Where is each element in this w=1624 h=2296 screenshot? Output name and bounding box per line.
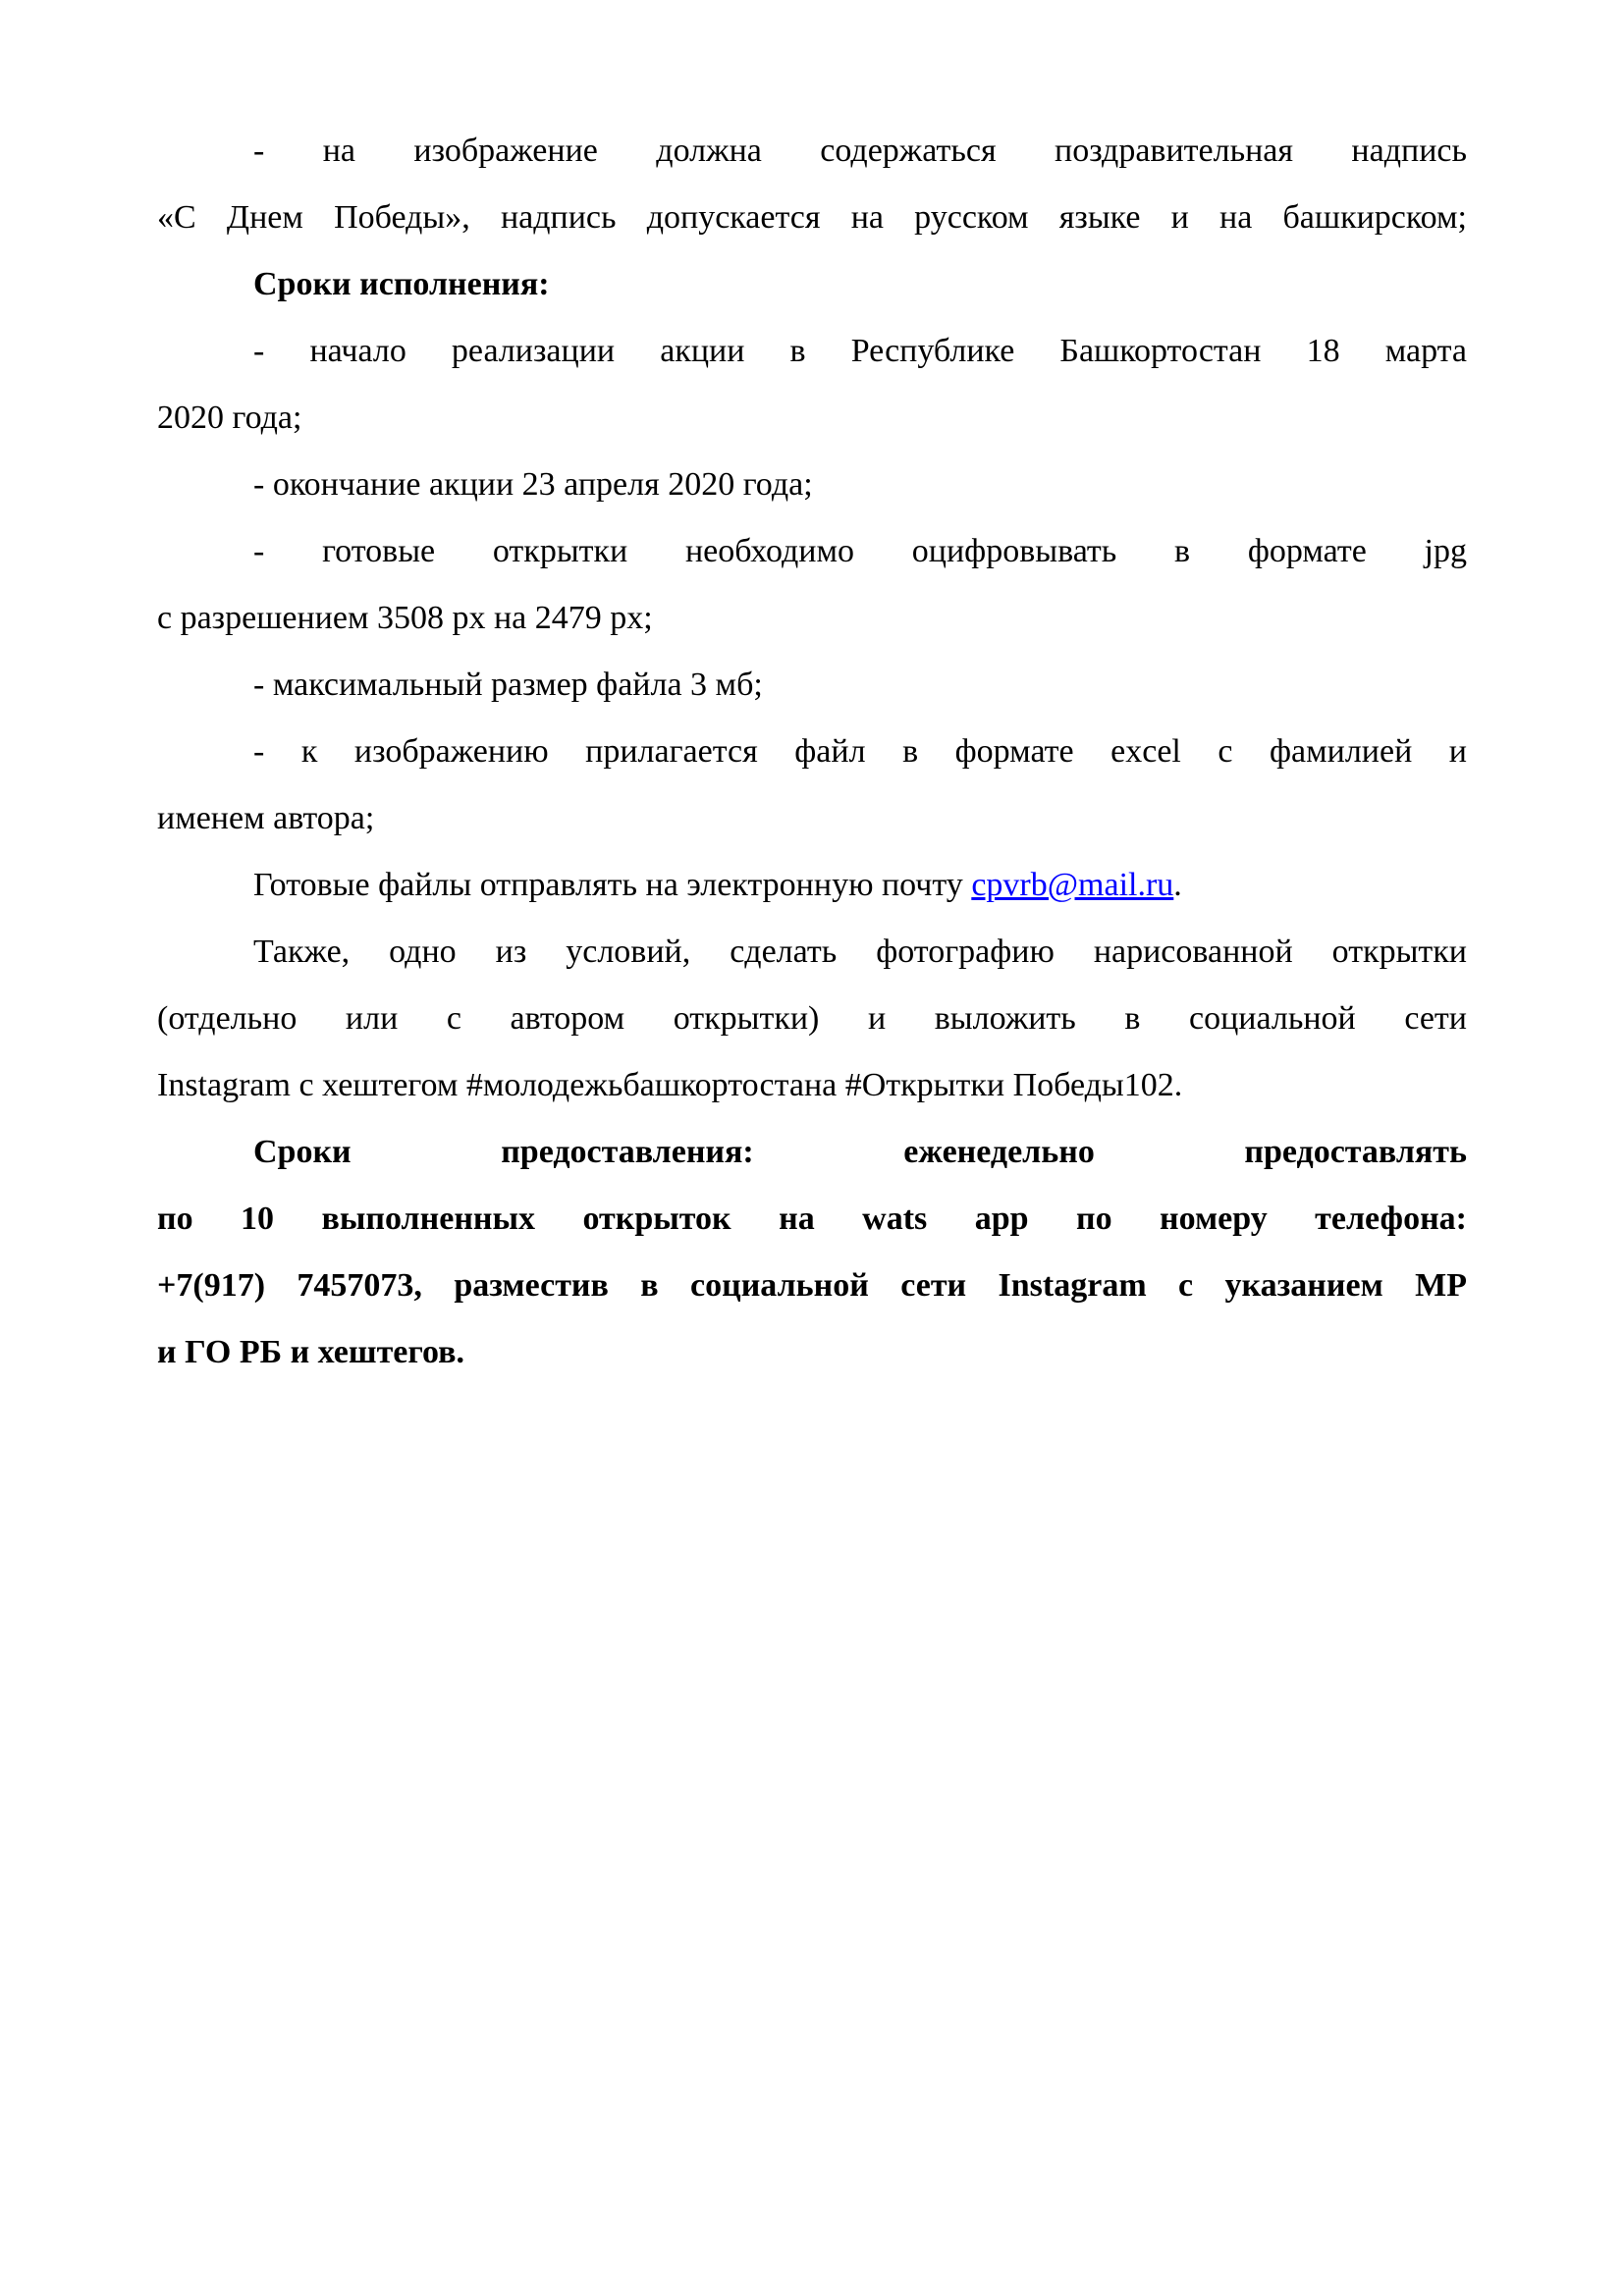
- doc-line-start-1: - начало реализации акции в Республике Башкортостан 18 марта: [253, 333, 1467, 369]
- paragraph-submission-deadlines: [157, 1119, 1467, 1386]
- heading-execution-deadlines: Сроки исполнения:: [253, 266, 550, 302]
- doc-line-instagram-1: Также, одно из условий, сделать фотографию нарисованной открытки: [253, 934, 1467, 970]
- doc-line-excel-1: - к изображению прилагается файл в формате excel с фамилией и: [253, 733, 1467, 770]
- doc-line-instagram-2: (отдельно или с автором открытки) и выложить в социальной сети: [157, 1000, 1467, 1037]
- paragraph-file-format: [157, 518, 1467, 652]
- doc-line-format-1: - готовые открытки необходимо оцифровывать в формате jpg: [253, 533, 1467, 569]
- doc-line-deadline-3: +7(917) 7457073, разместив в социальной сети Instagram с указанием МР: [157, 1267, 1467, 1304]
- paragraph-email-submission: [157, 852, 1467, 919]
- doc-line-deadline-4: и ГО РБ и хештегов.: [157, 1334, 465, 1370]
- paragraph-file-size: - максимальный размер файла 3 мб;: [253, 667, 763, 703]
- doc-line-deadline-1: Сроки предоставления: еженедельно предоставлять: [253, 1134, 1467, 1170]
- paragraph-inscription-requirement: [157, 118, 1467, 251]
- paragraph-excel-attachment: [157, 719, 1467, 852]
- email-line-prefix: Готовые файлы отправлять на электронную почту: [253, 867, 972, 903]
- doc-line-format-2: с разрешением 3508 px на 2479 px;: [157, 600, 653, 636]
- paragraph-action-end: - окончание акции 23 апреля 2020 года;: [253, 466, 813, 503]
- doc-line-instagram-3: Instagram с хештегом #молодежьбашкортостана #Открытки Победы102.: [157, 1067, 1183, 1103]
- email-link[interactable]: cpvrb@mail.ru: [971, 867, 1174, 903]
- email-line-suffix: .: [1173, 867, 1182, 903]
- doc-line-inscription-1: - на изображение должна содержаться поздравительная надпись: [253, 133, 1467, 169]
- doc-line-start-2: 2020 года;: [157, 400, 302, 436]
- paragraph-instagram-condition: [157, 919, 1467, 1119]
- document-body: [157, 118, 1467, 1386]
- paragraph-action-start: [157, 318, 1467, 452]
- doc-line-deadline-2: по 10 выполненных открыток на wats app по номеру телефона:: [157, 1201, 1467, 1237]
- doc-line-excel-2: именем автора;: [157, 800, 375, 836]
- doc-line-inscription-2: «С Днем Победы», надпись допускается на русском языке и на башкирском;: [157, 199, 1467, 236]
